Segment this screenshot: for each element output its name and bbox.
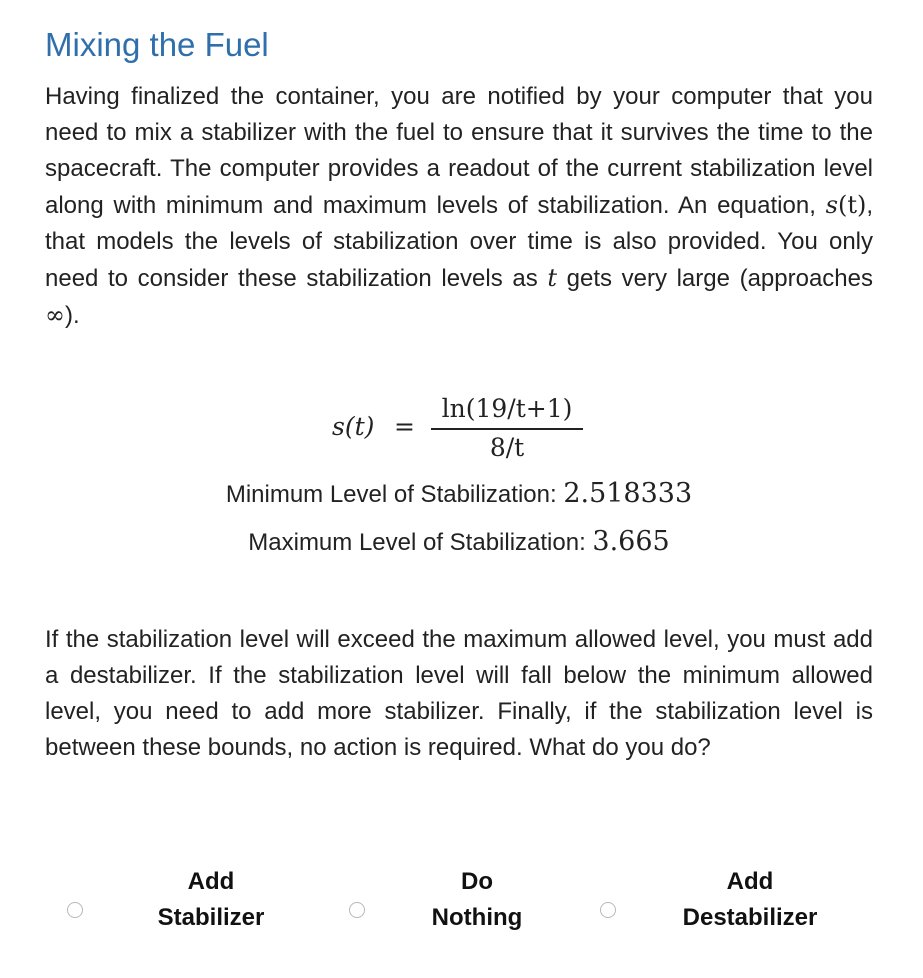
minimum-level (45, 478, 873, 509)
var-t: t (547, 264, 557, 292)
fraction-bar (431, 428, 583, 430)
choice-add-stabilizer[interactable] (67, 860, 287, 940)
maximum-level-label: Maximum Level of Stabilization: (248, 529, 593, 556)
equation-lhs: s(t) (332, 412, 375, 441)
page-title: Mixing the Fuel (45, 26, 269, 63)
choice-add-destabilizer[interactable] (600, 860, 830, 940)
equation-equals: = (394, 412, 415, 441)
equation-numerator: ln(19/t+1) (441, 394, 573, 423)
choice-label: Add Stabilizer (157, 868, 265, 931)
radio-add-destabilizer[interactable] (600, 902, 616, 918)
maximum-level (45, 526, 873, 557)
choice-label: Add Destabilizer (682, 868, 818, 931)
func-arg: (t) (837, 191, 867, 219)
minimum-level-label: Minimum Level of Stabilization: (225, 481, 564, 508)
intro-paragraph (45, 79, 873, 334)
intro-text-3: gets very large (approaches (557, 265, 873, 292)
question-paragraph: If the stabilization level will exceed the maximum allowed level, you must add a destabilizer. If the stabilization level will fall below the minimum allowed level, you need to add more stabilizer. Finally, if the stabilization level is between these bounds, no action is required. What do you do? (45, 626, 873, 761)
radio-add-stabilizer[interactable] (67, 902, 83, 918)
intro-text-1: Having finalized the container, you are notified by your computer that you need to mix a stabilizer with the fuel to ensure that it survives the time to the spacecraft. The computer provides a readout of the current stabilization level along with minimum and maximum levels of stabilization. An equation, (45, 83, 873, 219)
intro-text-4: ). (65, 302, 80, 329)
equation-fraction (431, 392, 583, 463)
stabilization-equation (45, 392, 873, 472)
minimum-level-value: 2.518333 (563, 478, 693, 509)
infinity-symbol: ∞ (45, 301, 65, 329)
intro-text-2: , that models the levels of stabilization over time is also provided. You only need to consider these stabilization levels as (45, 192, 873, 292)
choice-label: Do Nothing (431, 868, 523, 931)
equation-denominator: 8/t (489, 433, 525, 462)
answer-choices (45, 860, 873, 940)
choice-do-nothing[interactable] (349, 860, 549, 940)
radio-do-nothing[interactable] (349, 902, 365, 918)
func-name: s (825, 191, 838, 219)
maximum-level-value: 3.665 (592, 526, 670, 557)
